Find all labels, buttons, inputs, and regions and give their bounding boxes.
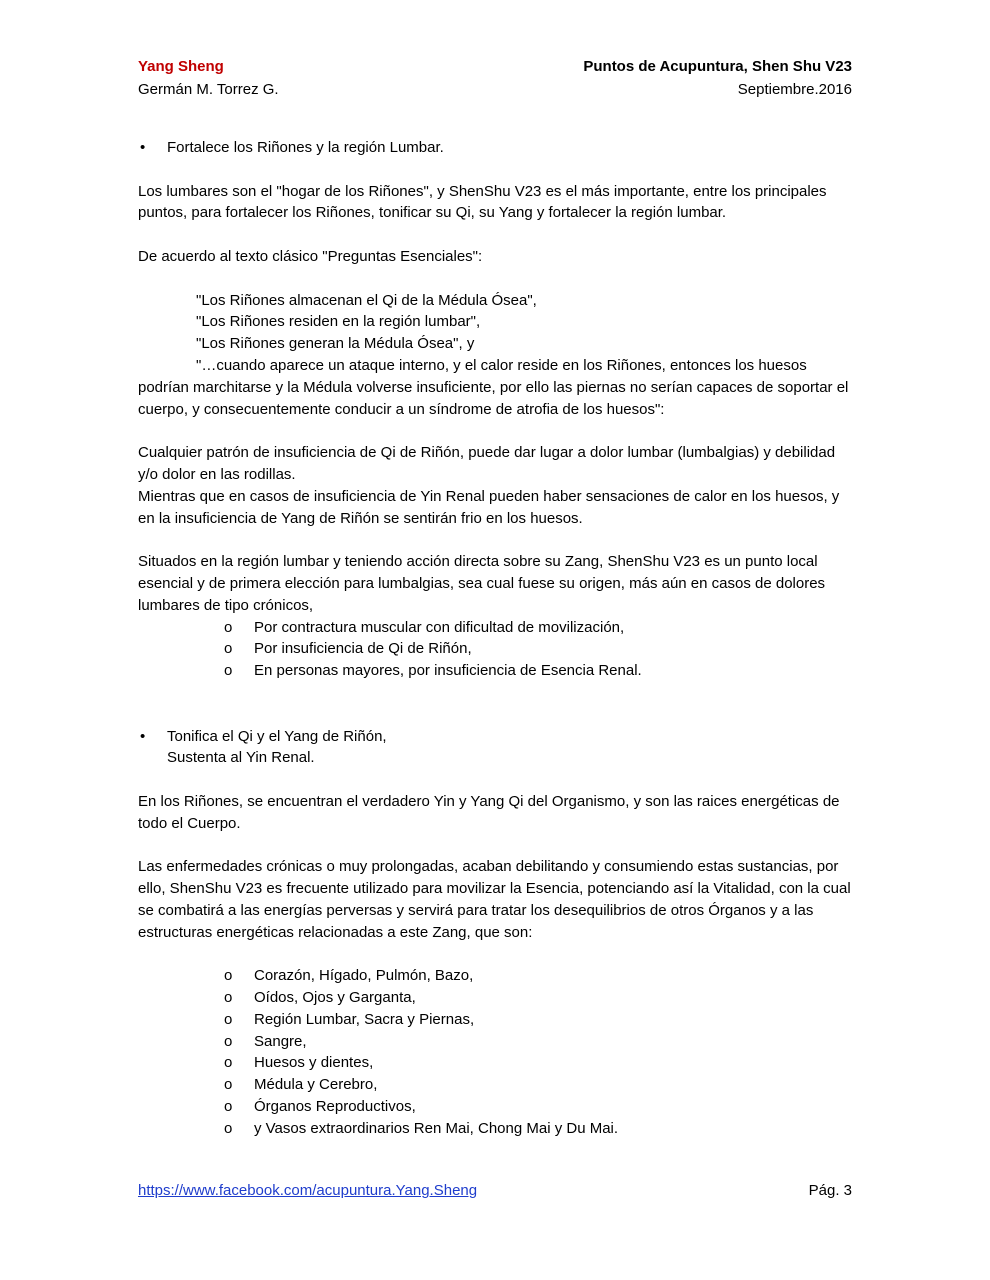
- bullet-item: [138, 726, 852, 748]
- sub-list-item: [138, 987, 852, 1009]
- footer: [138, 1180, 852, 1202]
- circle-bullet-icon: o: [224, 1032, 233, 1050]
- header-author: Germán M. Torrez G.: [138, 81, 279, 98]
- sub-list-item: [138, 660, 852, 682]
- paragraph: Las enfermedades crónicas o muy prolongadas, acaban debilitando y consumiendo estas sustancias, por ello, ShenShu V23 es frecuente utilizado para movilizar la Esencia, potenciando así la Vitalidad, con la cual se combatirá a las energías perversas y servirá para tratar los desequilibrios de otros Órganos y a las estructuras energéticas relacionadas a este Zang, que son:: [138, 858, 851, 941]
- sub-list-item: [138, 617, 852, 639]
- bullet-icon: •: [140, 139, 146, 156]
- circle-bullet-icon: o: [224, 1098, 233, 1116]
- facebook-link[interactable]: https://www.facebook.com/acupuntura.Yang.Sheng: [138, 1182, 478, 1199]
- sub-list-text: Oídos, Ojos y Garganta,: [254, 989, 416, 1007]
- header-row-1: [138, 56, 852, 78]
- bullet-text: Fortalece los Riñones y la región Lumbar.: [167, 139, 444, 156]
- paragraph: Los lumbares son el "hogar de los Riñones", y ShenShu V23 es el más importante, entre los principales puntos, para fortalecer los Riñones, tonificar su Qi, su Yang y fortalecer la región lumbar.: [138, 182, 827, 222]
- bullet-item: [138, 137, 852, 159]
- sub-list-text: Por contractura muscular con dificultad de movilización,: [254, 618, 625, 636]
- sub-list-item: [138, 1118, 852, 1140]
- sub-list-item: [138, 965, 852, 987]
- quote-line: "Los Riñones almacenan el Qi de la Médula Ósea",: [196, 291, 537, 309]
- bullet-continuation: [138, 747, 852, 769]
- sub-list-text: Por insuficiencia de Qi de Riñón,: [254, 640, 472, 658]
- paragraph: Mientras que en casos de insuficiencia de Yin Renal pueden haber sensaciones de calor en los huesos, y en la insuficiencia de Yang de Riñón se sentirán frio en los huesos.: [138, 487, 840, 527]
- sub-list-text: Corazón, Hígado, Pulmón, Bazo,: [254, 967, 474, 985]
- circle-bullet-icon: o: [224, 1010, 233, 1028]
- bullet-text: Tonifica el Qi y el Yang de Riñón,: [167, 727, 387, 745]
- circle-bullet-icon: o: [224, 1076, 233, 1094]
- bullet-icon: •: [140, 727, 146, 745]
- quote-line: "Los Riñones generan la Médula Ósea", y: [196, 335, 475, 353]
- quote-paragraph: "…cuando aparece un ataque interno, y el calor reside en los Riñones, entonces los huesos podrían marchitarse y la Médula volverse insuficiente, por ello las piernas no serían capaces de soportar el cuerpo, y consecuentemente conducir a un síndrome de atrofia de los huesos":: [138, 356, 849, 418]
- sub-list-item: [138, 1096, 852, 1118]
- sub-list-item: [138, 1074, 852, 1096]
- circle-bullet-icon: o: [224, 1054, 233, 1072]
- sub-list-item: [138, 1031, 852, 1053]
- circle-bullet-icon: o: [224, 1119, 233, 1137]
- header-date: Septiembre.2016: [737, 81, 852, 98]
- sub-list-text: Sangre,: [254, 1032, 307, 1050]
- quote-line: "Los Riñones residen en la región lumbar",: [196, 313, 481, 331]
- paragraph: En los Riñones, se encuentran el verdadero Yin y Yang Qi del Organismo, y son las raices energéticas de todo el Cuerpo.: [138, 792, 840, 832]
- sub-list-text: Médula y Cerebro,: [254, 1076, 378, 1094]
- page-number: Pág. 3: [808, 1182, 852, 1199]
- header-site-title: Yang Sheng: [138, 58, 224, 75]
- circle-bullet-icon: o: [224, 618, 233, 636]
- header-document-title: Puntos de Acupuntura, Shen Shu V23: [583, 58, 852, 75]
- sub-list-item: [138, 638, 852, 660]
- paragraph: De acuerdo al texto clásico "Preguntas Esenciales":: [138, 247, 483, 265]
- sub-list-item: [138, 1052, 852, 1074]
- sub-list-text: Órganos Reproductivos,: [254, 1098, 416, 1116]
- sub-list-item: [138, 1009, 852, 1031]
- paragraph: Cualquier patrón de insuficiencia de Qi de Riñón, puede dar lugar a dolor lumbar (lumbalgias) y debilidad y/o dolor en las rodillas.: [138, 444, 836, 483]
- sub-list-text: Región Lumbar, Sacra y Piernas,: [254, 1010, 475, 1028]
- sub-list-text: Huesos y dientes,: [254, 1054, 374, 1072]
- sub-list-text: y Vasos extraordinarios Ren Mai, Chong Mai y Du Mai.: [254, 1119, 619, 1137]
- circle-bullet-icon: o: [224, 662, 233, 680]
- paragraph: Situados en la región lumbar y teniendo acción directa sobre su Zang, ShenShu V23 es un punto local esencial y de primera elección para lumbalgias, sea cual fuese su origen, más aún en casos de dolores lumbares de tipo crónicos,: [138, 553, 826, 614]
- document-body: [138, 137, 852, 1140]
- header-row-2: [138, 79, 852, 101]
- circle-bullet-icon: o: [224, 989, 233, 1007]
- sub-list-text: En personas mayores, por insuficiencia de Esencia Renal.: [254, 662, 642, 680]
- circle-bullet-icon: o: [224, 967, 233, 985]
- bullet-text: Sustenta al Yin Renal.: [167, 749, 315, 767]
- circle-bullet-icon: o: [224, 640, 233, 658]
